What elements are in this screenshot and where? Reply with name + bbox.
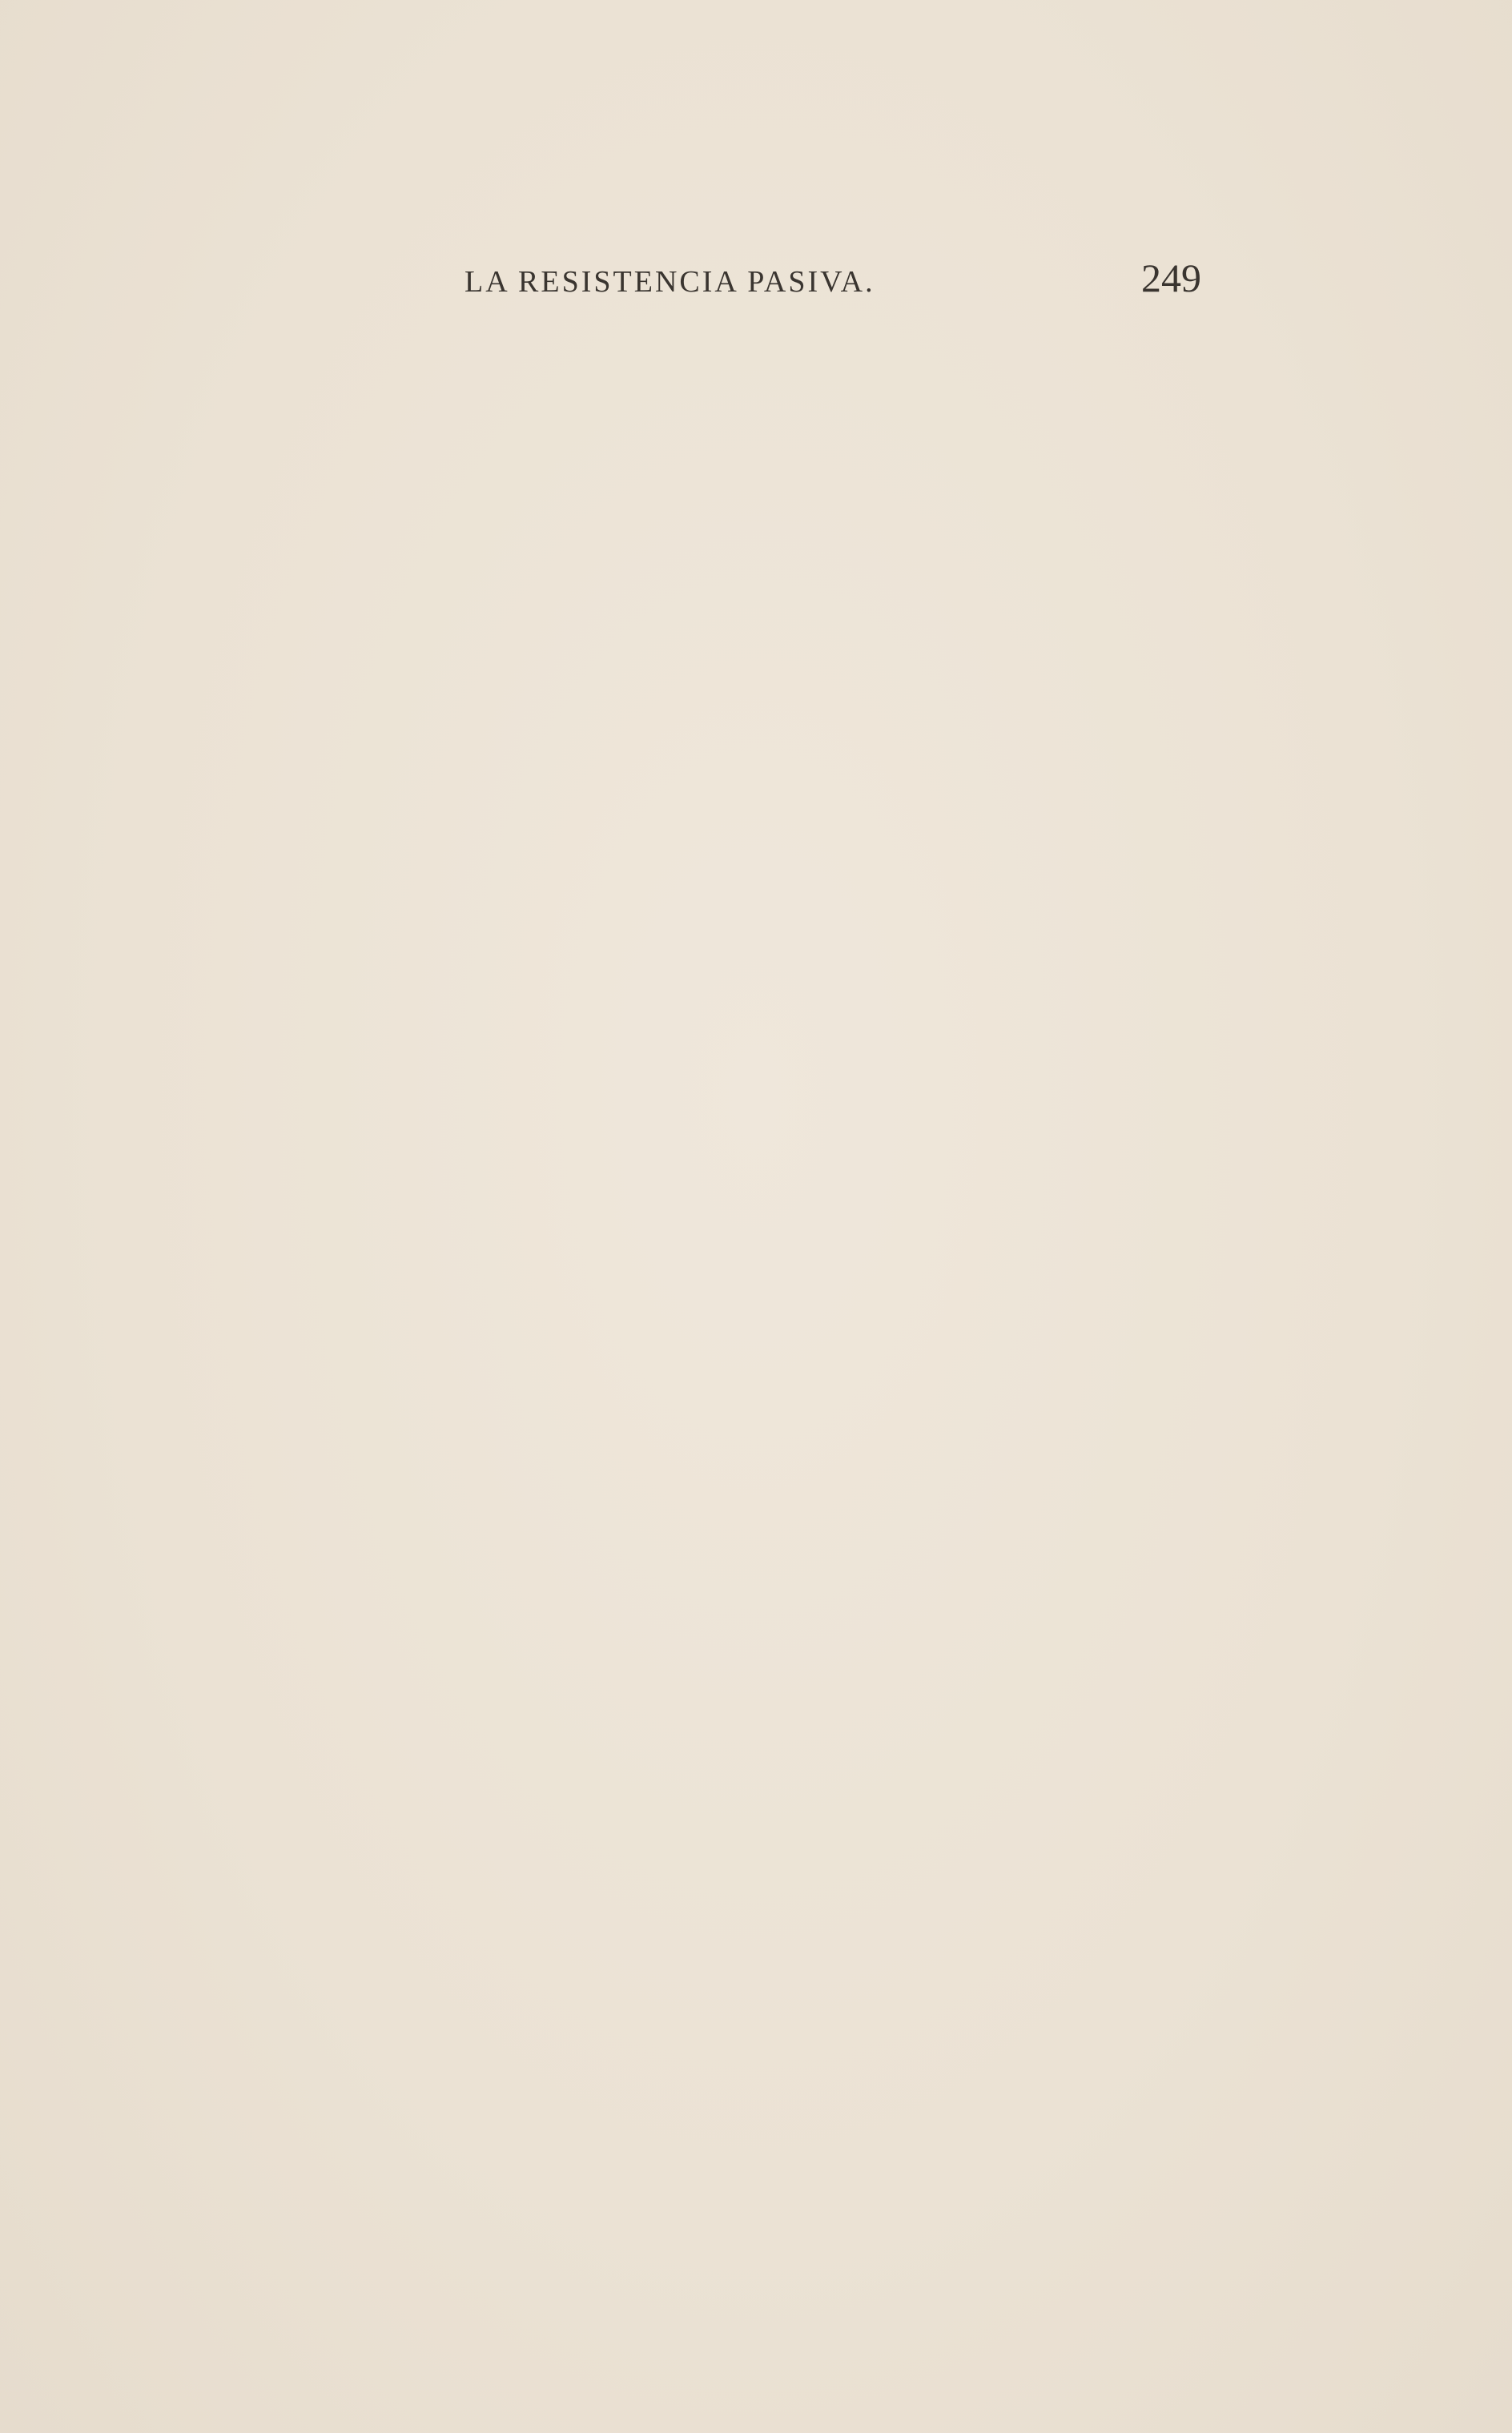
page-header [464, 255, 1201, 311]
text-line [160, 1899, 1251, 1956]
text-line [160, 1151, 1251, 1208]
text-line [160, 1324, 1251, 1381]
text-line [160, 1496, 1251, 1554]
text-line [160, 404, 1251, 461]
text-line [160, 518, 1251, 576]
text-line [160, 1208, 1251, 1266]
text-line [160, 1266, 1251, 1324]
text-line [160, 1438, 1251, 1496]
text-line [160, 1956, 1251, 2013]
text-line [160, 979, 1251, 1036]
text-line [160, 1668, 1251, 1726]
text-line [160, 576, 1251, 633]
text-line [160, 2071, 1251, 2129]
text-line [160, 1381, 1251, 1438]
text-line [160, 633, 1251, 691]
running-title: LA RESISTENCIA PASIVA. [464, 265, 875, 299]
text-line [160, 1841, 1251, 1899]
body-text [160, 346, 1251, 2186]
text-line [160, 1611, 1251, 1669]
text-line [160, 346, 1251, 404]
text-line [160, 691, 1251, 749]
text-line [160, 461, 1251, 519]
text-line [160, 921, 1251, 979]
text-line [160, 1554, 1251, 1611]
text-line [160, 806, 1251, 863]
text-line [160, 1784, 1251, 1841]
text-line [160, 749, 1251, 806]
text-line [160, 2013, 1251, 2071]
page-number: 249 [1141, 255, 1201, 300]
text-line [160, 863, 1251, 921]
text-line [160, 1093, 1251, 1151]
text-line [160, 2129, 1251, 2186]
text-line [160, 1726, 1251, 1784]
text-line [160, 1036, 1251, 1094]
